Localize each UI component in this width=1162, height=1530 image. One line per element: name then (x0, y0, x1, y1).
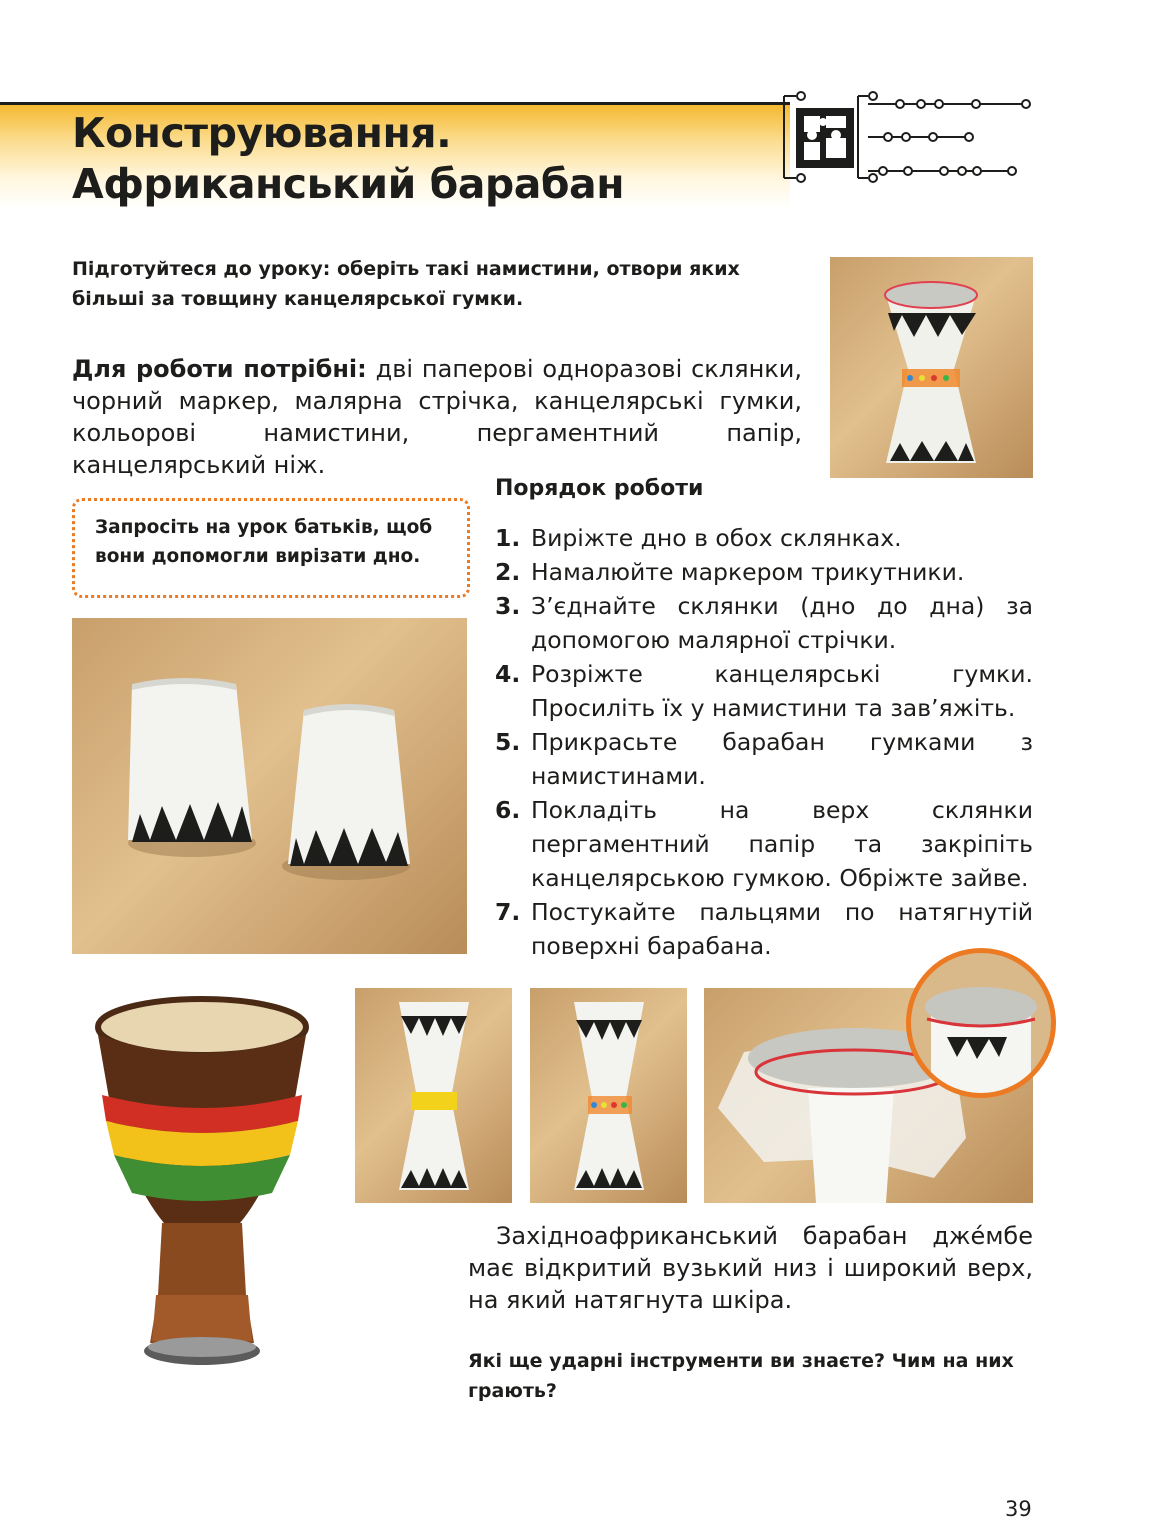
finished-drum-photo (830, 257, 1033, 478)
tip-box (72, 498, 470, 598)
materials-text (72, 353, 802, 481)
step-item (495, 589, 1033, 657)
step-text: Покладіть на верх склянки пергаментний папір та закріпіть канцелярською гумкою. Обріжте зайве. (531, 796, 1033, 892)
steps-title: Порядок роботи (495, 476, 704, 501)
step-item (495, 555, 1033, 589)
step-photo-beads (530, 988, 687, 1203)
page-number: 39 (1005, 1497, 1032, 1521)
step-item (495, 725, 1033, 793)
step-text: Розріжте канцелярські гумки. Просиліть їх у намистини та зав’яжіть. (531, 660, 1033, 722)
two-cups-photo (72, 618, 467, 954)
steps-list (495, 521, 1033, 963)
question-text: Які ще ударні інструменти ви знаєте? Чим на них грають? (468, 1350, 1014, 1402)
step-text: Намалюйте маркером трикутники. (531, 558, 965, 586)
step-number: 3. (495, 592, 521, 620)
step-text: З’єднайте склянки (дно до дна) за допомогою малярної стрічки. (531, 592, 1033, 654)
tip-text: Запросіть на урок батьків, щоб вони допомогли вирізати дно. (95, 517, 433, 567)
title-line-1: Конструювання. (72, 109, 452, 157)
step-number: 1. (495, 524, 521, 552)
materials-lead: Для роботи потрібні: (72, 355, 367, 383)
header-rule (0, 102, 790, 105)
puzzle-circuit-icon (776, 80, 1038, 192)
intro-text: Підготуйтеся до уроку: оберіть такі намистини, отвори яких більші за товщину канцелярської гумки. (72, 258, 740, 310)
step-text: Виріжте дно в обох склянках. (531, 524, 902, 552)
step-number: 5. (495, 728, 521, 756)
zoom-detail-circle (906, 948, 1056, 1098)
step-number: 7. (495, 898, 521, 926)
materials-list: дві паперові одноразові склянки, чорний маркер, малярна стрічка, канцелярські гумки, кольорові намистини, пергаментний папір, канцелярський ніж. (72, 355, 802, 479)
step-item (495, 793, 1033, 895)
djembe-drum-image (76, 995, 328, 1385)
step-text: Прикрасьте барабан гумками з намистинами. (531, 728, 1033, 790)
step-text: Постукайте пальцями по натягнутій поверхні барабана. (531, 898, 1033, 960)
step-number: 2. (495, 558, 521, 586)
page-title (72, 108, 772, 210)
title-line-2: Африканський барабан (72, 160, 625, 208)
djembe-description: Західноафриканський барабан джéмбе має відкритий вузький низ і широкий верх, на який натягнута шкіра. (468, 1222, 1033, 1314)
step-number: 6. (495, 796, 521, 824)
step-item (495, 657, 1033, 725)
step-photo-tape (355, 988, 512, 1203)
step-number: 4. (495, 660, 521, 688)
step-item (495, 521, 1033, 555)
